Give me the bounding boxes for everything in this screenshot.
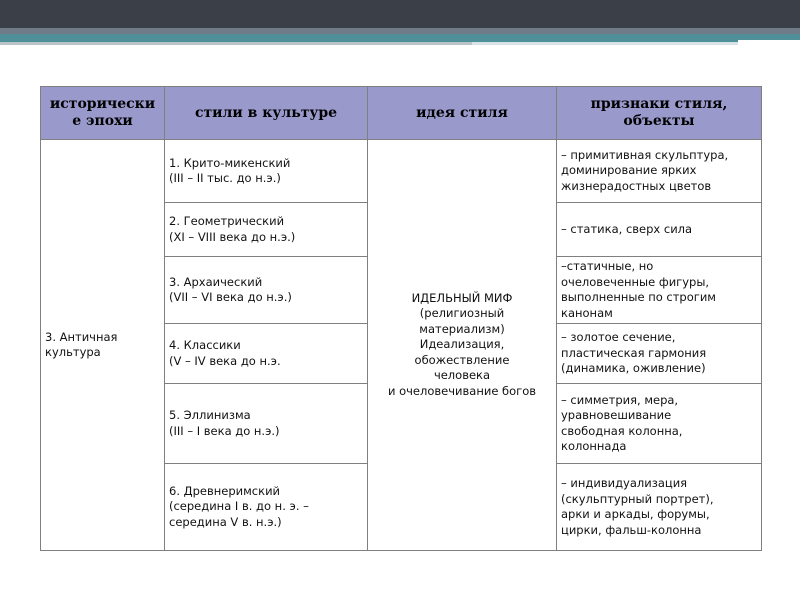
style-cell: 3. Архаический (VII – VI века до н.э.) <box>165 257 368 324</box>
feature-cell: –статичные, но очеловеченные фигуры, выполненные по строгим канонам <box>557 257 762 324</box>
style-cell: 1. Крито-микенский (III – II тыс. до н.э.) <box>165 140 368 203</box>
idea-cell: ИДЕЛЬНЫЙ МИФ (религиозный материализм) Идеализация, обожествление человека и очеловечивание богов <box>368 140 557 551</box>
feature-cell: – золотое сечение, пластическая гармония (динамика, оживление) <box>557 324 762 384</box>
epochs-table <box>40 86 762 551</box>
table-header-row <box>41 87 762 140</box>
feature-cell: – индивидуализация (скульптурный портрет), арки и аркады, форумы, цирки, фальш-колонна <box>557 464 762 551</box>
feature-cell: – примитивная скульптура, доминирование ярких жизнерадостных цветов <box>557 140 762 203</box>
slide-accent <box>738 40 800 46</box>
style-cell: 5. Эллинизма (III – I века до н.э.) <box>165 384 368 464</box>
epoch-cell: 3. Античная культура <box>41 140 165 551</box>
slide-stripe <box>0 34 800 42</box>
header-cell: признаки стиля, объекты <box>557 87 762 140</box>
slide-stripe <box>0 42 472 45</box>
header-cell: стили в культуре <box>165 87 368 140</box>
style-cell: 6. Древнеримский (середина I в. до н. э. – середина V в. н.э.) <box>165 464 368 551</box>
style-cell: 2. Геометрический (XI – VIII века до н.э.) <box>165 203 368 257</box>
feature-cell: – статика, сверх сила <box>557 203 762 257</box>
table-row <box>41 140 762 203</box>
header-cell: идея стиля <box>368 87 557 140</box>
style-cell: 4. Классики (V – IV века до н.э. <box>165 324 368 384</box>
header-cell: исторически е эпохи <box>41 87 165 140</box>
feature-cell: – симметрия, мера, уравновешивание свободная колонна, колоннада <box>557 384 762 464</box>
